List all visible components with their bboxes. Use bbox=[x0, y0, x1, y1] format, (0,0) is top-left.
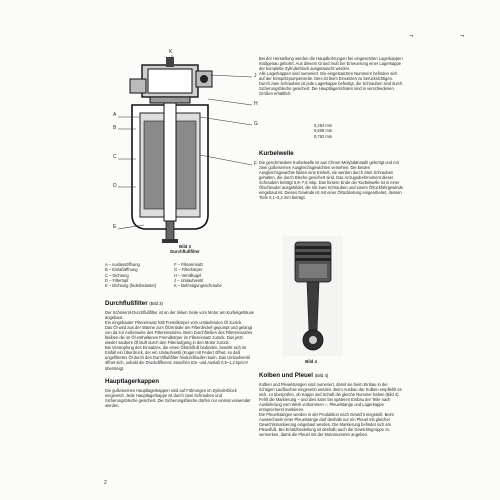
corner-mark-top: ¬ bbox=[409, 33, 414, 40]
piston bbox=[295, 242, 331, 282]
oil-filter-diagram bbox=[110, 55, 260, 245]
legend-row: C – Dichtung H – Ventilkugel bbox=[105, 272, 202, 278]
paragraph: Kolben und Pleuelstangen sind numeriert, damit sie beim Einbau in der richtigen Laufbuchse eingesetzt werden. Beim Ausbau der Kolben empfiehlt es sich, zu überprüfen, ob Kappe und Schaft die gleiche Nummer haben (Bild 4). Fehlt die Markierung – und dies kann bei späteren Einbau der Teile nach Auslieferung vom Werk vorkommen –, Pleuelstange und Lagerkappe entsprechend markieren. bbox=[259, 382, 402, 413]
label-b: B bbox=[113, 125, 117, 131]
section-heading-durchflussfilter: Durchflußfilter (Bild 3) bbox=[105, 300, 163, 307]
legend-row: A – Auslassöffnung F – Filtereinsatz bbox=[105, 262, 204, 267]
corner-mark-top-right: ¬ bbox=[460, 33, 465, 40]
bearing-sizes: 0,254 mm 0,508 mm 0,762 mm bbox=[314, 123, 333, 139]
section-heading-kurbelwelle: Kurbelwelle bbox=[259, 150, 294, 157]
label-j: J bbox=[254, 73, 257, 79]
piston-photo bbox=[283, 236, 343, 356]
paragraph: Der Schmieröl-Durchflußfilter ist an der linken Seite vom Motor am Kurbelgehäuse angebaut. bbox=[105, 310, 255, 321]
right-text-column-top bbox=[259, 56, 404, 96]
legend-row: B – Einlaßöffnung G – Filterkörper bbox=[105, 267, 203, 273]
right-text-column-mid bbox=[259, 150, 404, 200]
figure-caption-bild3 bbox=[155, 244, 215, 254]
paragraph: Die Pleuelstangen werden in der Produktion nach Gewicht eingeteilt. Beim Auswechseln einer Pleuelstange darf deshalb nur ein Pleuel mit gleicher Gewichtsmarkierung eingebaut werden. Die Markierung befindet sich am Pleuelfuß. Bei Ersatzbestellung ist deshalb auch die Gewichtsgruppe zu vermerken, damit die Pleuel mit der Motornummer angeben. bbox=[259, 412, 394, 438]
label-e: E bbox=[113, 224, 117, 230]
filter-head bbox=[130, 57, 212, 103]
paragraph: Das Öl wird aus der Wanne zum Ölzentrale am Filterdeckel gepumpt und gelangt von da zur Außenseite des Filtereinsatzes. Beim Durchfließen des Filtereinsatzes bleiben die im Öl enthaltenen Fremdkörper im Filtereinsatz zurück. Das jetzt wieder saubere Öl läuft durch den Filteraufgang in den Motor zurück. bbox=[105, 325, 253, 346]
label-g: G bbox=[254, 121, 258, 127]
paragraph: Bei der Herstellung werden die Hauptbohrungen bei eingesetzten Lagerkappen maßgenau gebohrt. Aus diesem Grund muß bei Erneuerung einer Lagerkappe der komplette Zylinderblock ausgetauscht werden. bbox=[259, 56, 403, 72]
figure-caption-bild4: Bild 4 bbox=[305, 359, 317, 364]
section-heading-kolben: Kolben und Pleuel (Bild 4) bbox=[259, 372, 329, 379]
left-text-column bbox=[105, 300, 255, 408]
legend-row: D – Filtertopf J – Umlaufventil bbox=[105, 277, 204, 283]
legend-row: E – Dichtung (federbelastet) K – Befestigungsschraube bbox=[105, 283, 222, 288]
paragraph: Die gußeisernen Hauptlagerkappen sind auf Führungen im Zylinderblock eingesetzt. Jede Hauptlagerkappe ist durch zwei Schrauben und Sicherungsbleche gesichert. Die Sicherungsbleche dürfen nur einmal verwendet werden. bbox=[105, 387, 251, 408]
label-d: D bbox=[113, 183, 117, 189]
label-k: K bbox=[169, 49, 173, 55]
paragraph: Ein eingebauter Filtereinsatz hält Fremdkörper vom umlaufenden Öl zurück. bbox=[105, 320, 243, 326]
paragraph: Bei Verstopfung des Einsatzes, die einen Ölrückfluß bedinden, bewirkt sich im Einfall ein Überdruck, der ein Umlaufventil (Kugel mit Feder) öffnet, so daß ungefiltertes Öl durch den Durchflußfilter hindurchlaufen kann. Das Umlaufventil öffnet sich, sobald die Druckdifferenz zwischen Ein- und Auslaß 0,9–1,2 kp/cm² übersteigt. bbox=[105, 345, 250, 371]
paragraph: Die geschmiedete Kurbelwelle ist aus Chrom-Molybdänstahl gefertigt und mit zwei gußeisernen Ausgleichsgewichten versehen. Die beiden Ausgleichsgewichte bilden eine Einheit, sie werden durch zwei Schrauben gehalten, die durch Bleche gesichert sind. Das Anzugsdrehmoment dieser Schrauben beträgt 6,9–7,6 mkp. Das hintere Ende der Kurbelwelle ist in einer Ölschleuder ausgebildet, die mit zwei Schrauben und einem Ölrückführgewinde eingebaut ist. Dieses Gewinde ist mit einer Ölrückleitung eingearbeitet, dessen Tiefe 0,1–0,2 mm beträgt. bbox=[259, 160, 404, 201]
label-f: F bbox=[254, 161, 258, 167]
paragraph: Alle Lagerkappen sind numeriert. Die eingestanzten Nummern befinden sich auf der Einspritzpumpenseite. Dies ist beim Einsetzen zu berücksichtigen. Durch zwei Schrauben ist jede Lagerkappe befestigt, die Schrauben sind durch Sicherungsbleche gesichert. Die Hauptlagerschalen sind in verschiedenen Größen erhältlich: bbox=[259, 71, 403, 97]
label-a: A bbox=[113, 112, 117, 118]
page-number: 2 bbox=[104, 480, 107, 486]
figure-number: Bild 3 bbox=[179, 244, 191, 249]
parts-legend bbox=[105, 262, 257, 288]
label-c: C bbox=[113, 154, 117, 160]
label-h: H bbox=[254, 101, 258, 107]
section-heading-hauptlagerkappen: Hauptlagerkappen bbox=[105, 377, 159, 385]
right-text-column-bottom bbox=[259, 372, 404, 438]
figure-title: Durchflußfilter bbox=[170, 249, 200, 255]
